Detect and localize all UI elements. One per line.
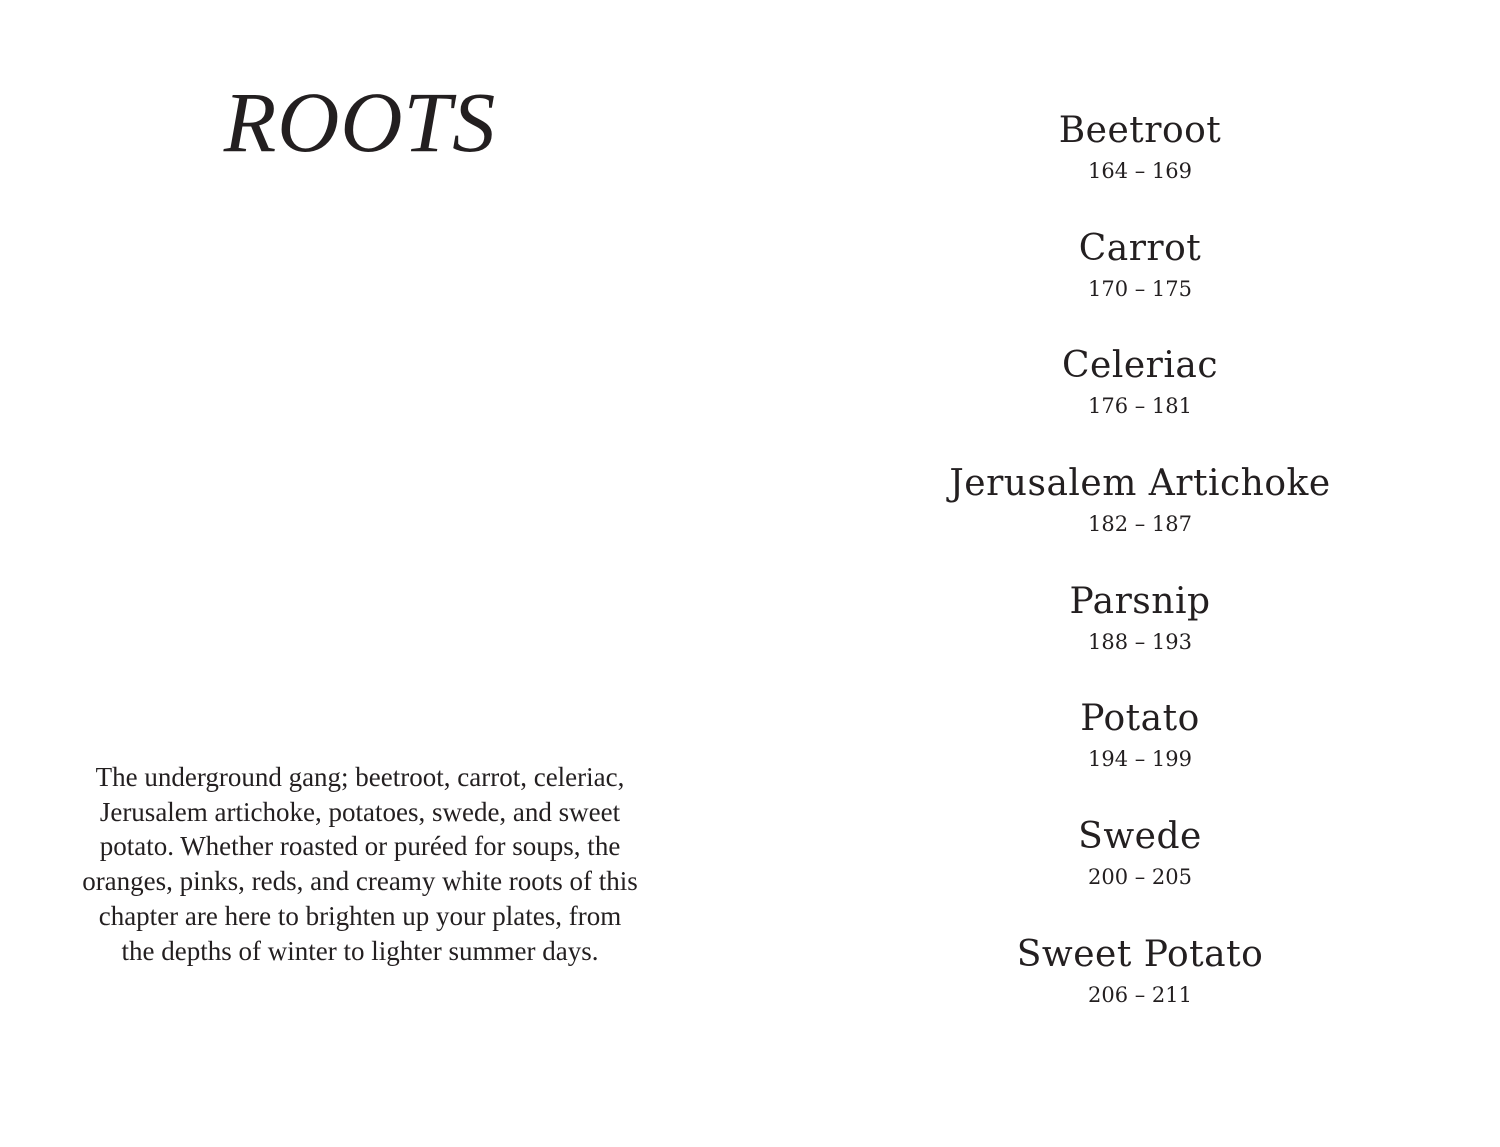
entry-page-range: 182 – 187 bbox=[1087, 512, 1192, 537]
contents-entry-parsnip bbox=[880, 577, 1400, 695]
contents-entry-jerusalem-artichoke bbox=[880, 459, 1400, 577]
entry-name: Potato bbox=[1080, 698, 1200, 740]
entry-page-range: 164 – 169 bbox=[1087, 159, 1192, 183]
contents-entry-celeriac bbox=[880, 341, 1400, 459]
contents-entry-beetroot bbox=[880, 106, 1400, 224]
entry-name: Jerusalem Artichoke bbox=[949, 463, 1331, 505]
contents-entry-swede bbox=[880, 812, 1400, 930]
entry-name: Celeriac bbox=[1061, 345, 1218, 387]
contents-entry-sweet-potato bbox=[880, 930, 1400, 1048]
entry-name: Parsnip bbox=[1069, 580, 1211, 622]
chapter-contents-list bbox=[880, 106, 1400, 1048]
contents-entry-carrot bbox=[880, 224, 1400, 342]
entry-page-range: 176 – 181 bbox=[1087, 394, 1192, 419]
entry-page-range: 206 – 211 bbox=[1087, 982, 1192, 1007]
entry-page-range: 194 – 199 bbox=[1087, 747, 1192, 772]
entry-name: Sweet Potato bbox=[1016, 933, 1264, 975]
entry-name: Carrot bbox=[1078, 227, 1202, 269]
contents-entry-potato bbox=[880, 694, 1400, 812]
left-page bbox=[0, 0, 740, 1147]
entry-page-range: 170 – 175 bbox=[1087, 276, 1192, 301]
entry-page-range: 188 – 193 bbox=[1087, 629, 1192, 654]
entry-page-range: 200 – 205 bbox=[1087, 865, 1192, 890]
chapter-intro: The underground gang; beetroot, carrot, celeriac, Jerusalem artichoke, potatoes, swede, and sweet potato. Whether roasted or puréed for soups, the oranges, pinks, reds, and creamy white roots of this chapter are here to brighten up your plates, from the depths of winter to lighter summer days. bbox=[82, 762, 638, 966]
chapter-title: ROOTS bbox=[223, 74, 497, 170]
entry-name: Swede bbox=[1078, 816, 1202, 858]
entry-name: Beetroot bbox=[1058, 110, 1222, 151]
